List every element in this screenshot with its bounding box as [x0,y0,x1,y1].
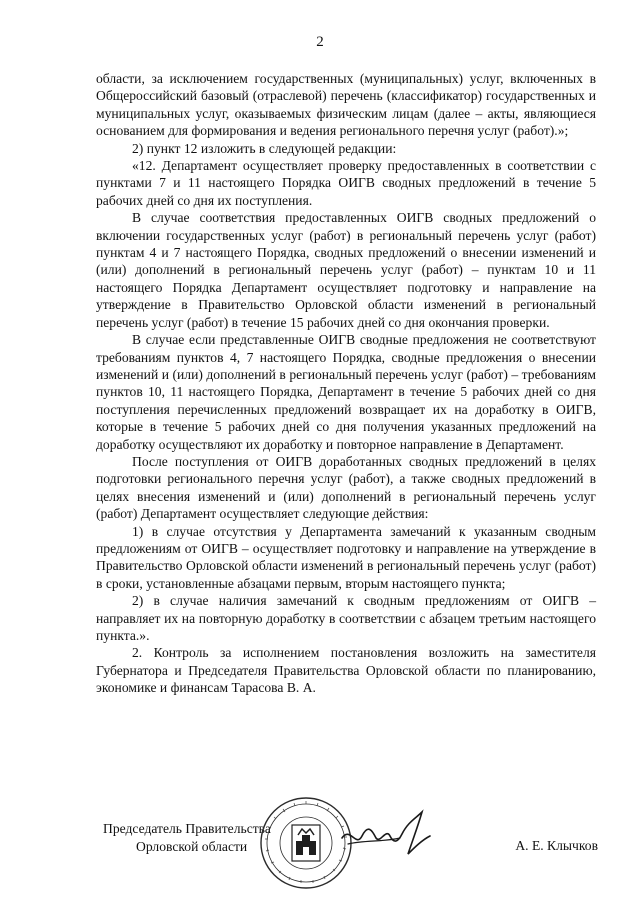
signatory-title [103,820,271,856]
signatory-title-line1: Председатель Правительства [103,821,271,836]
paragraph: 2) в случае наличия замечаний к сводным предложениям от ОИГВ – направляет их на повторную доработку в соответствии с абзацем третьим настоящего пункта.». [96,593,596,643]
signatory-name: А. Е. Клычков [515,838,598,853]
paragraph: В случае соответствия предоставленных ОИГВ сводных предложений о включении государственных услуг (работ) в региональный перечень услуг (работ) пунктам 4 и 7 настоящего Порядка, сводных предложений о внесении изменений и (или) дополнений в региональный перечень услуг (работ) – пунктам 10 и 11 настоящего Порядка Департамент осуществляет подготовку и направление на утверждение в Правительство Орловской области изменений в региональный перечень услуг (работ) в течение 15 рабочих дней со дня окончания проверки. [96,210,596,330]
paragraph: 2. Контроль за исполнением постановления возложить на заместителя Губернатора и Председателя Правительства Орловской области по планированию, экономике и финансам Тарасова В. А. [96,645,596,696]
paragraph: В случае если представленные ОИГВ сводные предложения не соответствуют требованиям пунктов 4, 7 настоящего Порядка, сводные предложения о внесении изменений и (или) дополнений в региональный перечень услуг (работ) – требованиям пунктов 10, 11 настоящего Порядка, Департамент в течение 5 рабочих дней со дня поступления перечисленных предложений возвращает их на доработку в ОИГВ, которые в течение 5 рабочих дней со дня получения указанных предложений на доработку осуществляют их доработку и повторное направление в Департамент. [96,332,596,452]
paragraph: После поступления от ОИГВ доработанных сводных предложений в целях подготовки регионального перечня услуг (работ), а также сводных предложений в целях внесения изменений и (или) дополнений в региональный перечень услуг (работ) Департамент осуществляет следующие действия: [96,453,596,522]
handwritten-signature [338,808,438,858]
paragraph: области, за исключением государственных (муниципальных) услуг, включенных в Общероссийский базовый (отраслевой) перечень (классификатор) государственных и муниципальных услуг, оказываемых физическим лицам (далее – акты, являющиеся основанием для формирования и ведения регионального перечня услуг (работ).»; [96,71,596,139]
paragraph: 1) в случае отсутствия у Департамента замечаний к указанным сводным предложениям от ОИГВ – осуществляет подготовку и направление на утверждение в Правительство Орловской области изменений в региональный перечень услуг (работ) в сроки, установленные абзацами первым, вторым настоящего пункта; [96,523,596,591]
paragraph: «12. Департамент осуществляет проверку предоставленных в соответствии с пунктами 7 и 11 настоящего Порядка ОИГВ сводных предложений в течение 5 рабочих дней со дня их поступления. [96,158,596,208]
page-number: 2 [316,34,324,50]
paragraph: 2) пункт 12 изложить в следующей редакции: [132,140,397,156]
document-body [96,70,596,697]
signatory-title-line2: Орловской области [136,839,248,854]
